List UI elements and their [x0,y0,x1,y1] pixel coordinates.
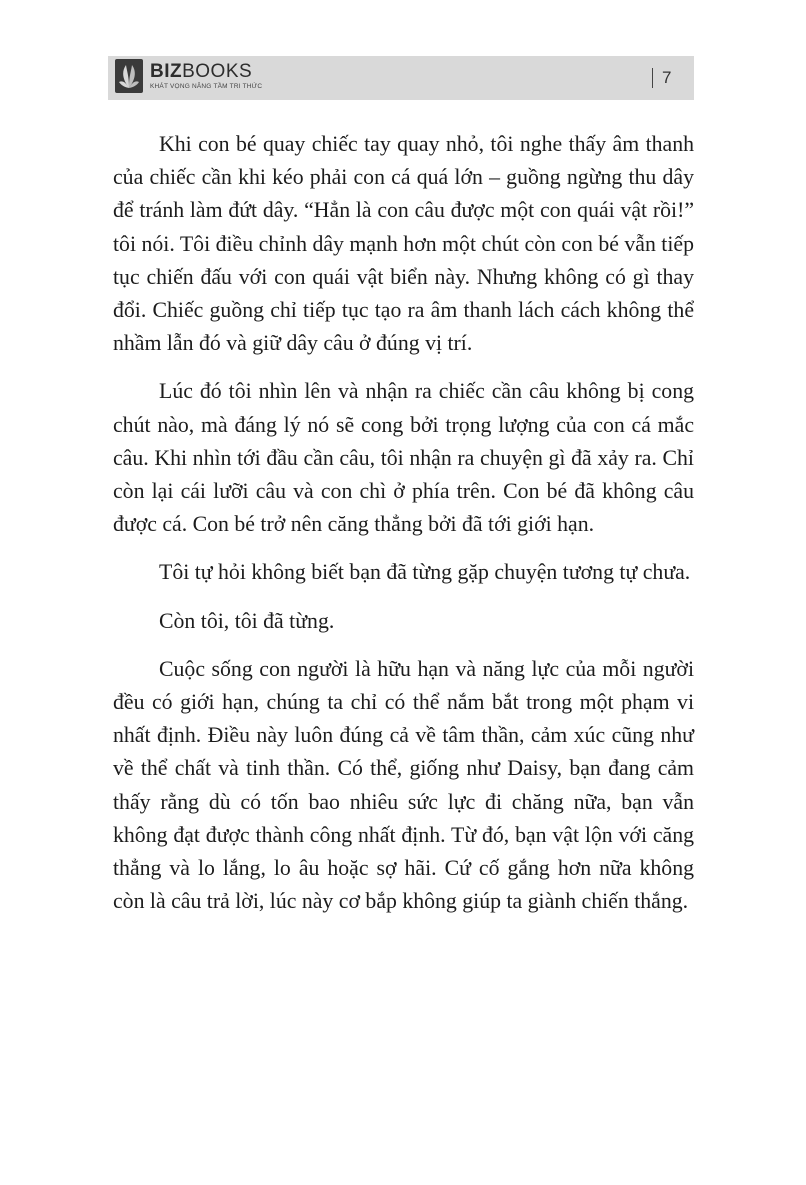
brand-name-bold: BIZ [150,60,183,82]
paragraph: Cuộc sống con người là hữu hạn và năng lực của mỗi người đều có giới hạn, chúng ta chỉ có thể nắm bắt trong một phạm vi nhất định. Điều này luôn đúng cả về tâm thần, cảm xúc cũng như về thể chất và tinh thần. Có thể, giống như Daisy, bạn đang cảm thấy rằng dù có tốn bao nhiêu sức lực đi chăng nữa, bạn vẫn không đạt được thành công nhất định. Từ đó, bạn vật lộn với căng thẳng và lo lắng, lo âu hoặc sợ hãi. Cứ cố gắng hơn nữa không còn là câu trả lời, lúc này cơ bắp không giúp ta giành chiến thắng. [113,656,694,914]
brand-name-regular: BOOKS [182,60,253,82]
paragraph: Tôi tự hỏi không biết bạn đã từng gặp chuyện tương tự chưa. [159,560,691,585]
bizbooks-logo-icon [114,58,144,94]
paragraph: Lúc đó tôi nhìn lên và nhận ra chiếc cần câu không bị cong chút nào, mà đáng lý nó sẽ cong bởi trọng lượng của con cá mắc câu. Khi nhìn tới đầu cần câu, tôi nhận ra chuyện gì đã xảy ra. Chỉ còn lại cái lưỡi câu và con chì ở phía trên. Con bé đã không câu được cá. Con bé trở nên căng thẳng bởi đã tới giới hạn. [113,379,694,537]
page-number: 7 [662,68,672,87]
page-number-divider [652,68,653,88]
bizbooks-logo [114,58,262,94]
body-text [113,128,694,933]
brand-tagline: KHÁT VỌNG NÂNG TẦM TRI THỨC [150,82,263,90]
page-number-area [652,68,671,88]
paragraph: Còn tôi, tôi đã từng. [159,608,335,633]
paragraph: Khi con bé quay chiếc tay quay nhỏ, tôi nghe thấy âm thanh của chiếc cần khi kéo phải con cá quá lớn – guồng ngừng thu dây để tránh làm đứt dây. “Hẳn là con câu được một con quái vật rồi!” tôi nói. Tôi điều chỉnh dây mạnh hơn một chút còn con bé vẫn tiếp tục chiến đấu với con quái vật biển này. Nhưng không có gì thay đổi. Chiếc guồng chỉ tiếp tục tạo ra âm thanh lách cách không thể nhầm lẫn đó và giữ dây câu ở đúng vị trí. [113,132,694,356]
brand-name [150,62,262,81]
